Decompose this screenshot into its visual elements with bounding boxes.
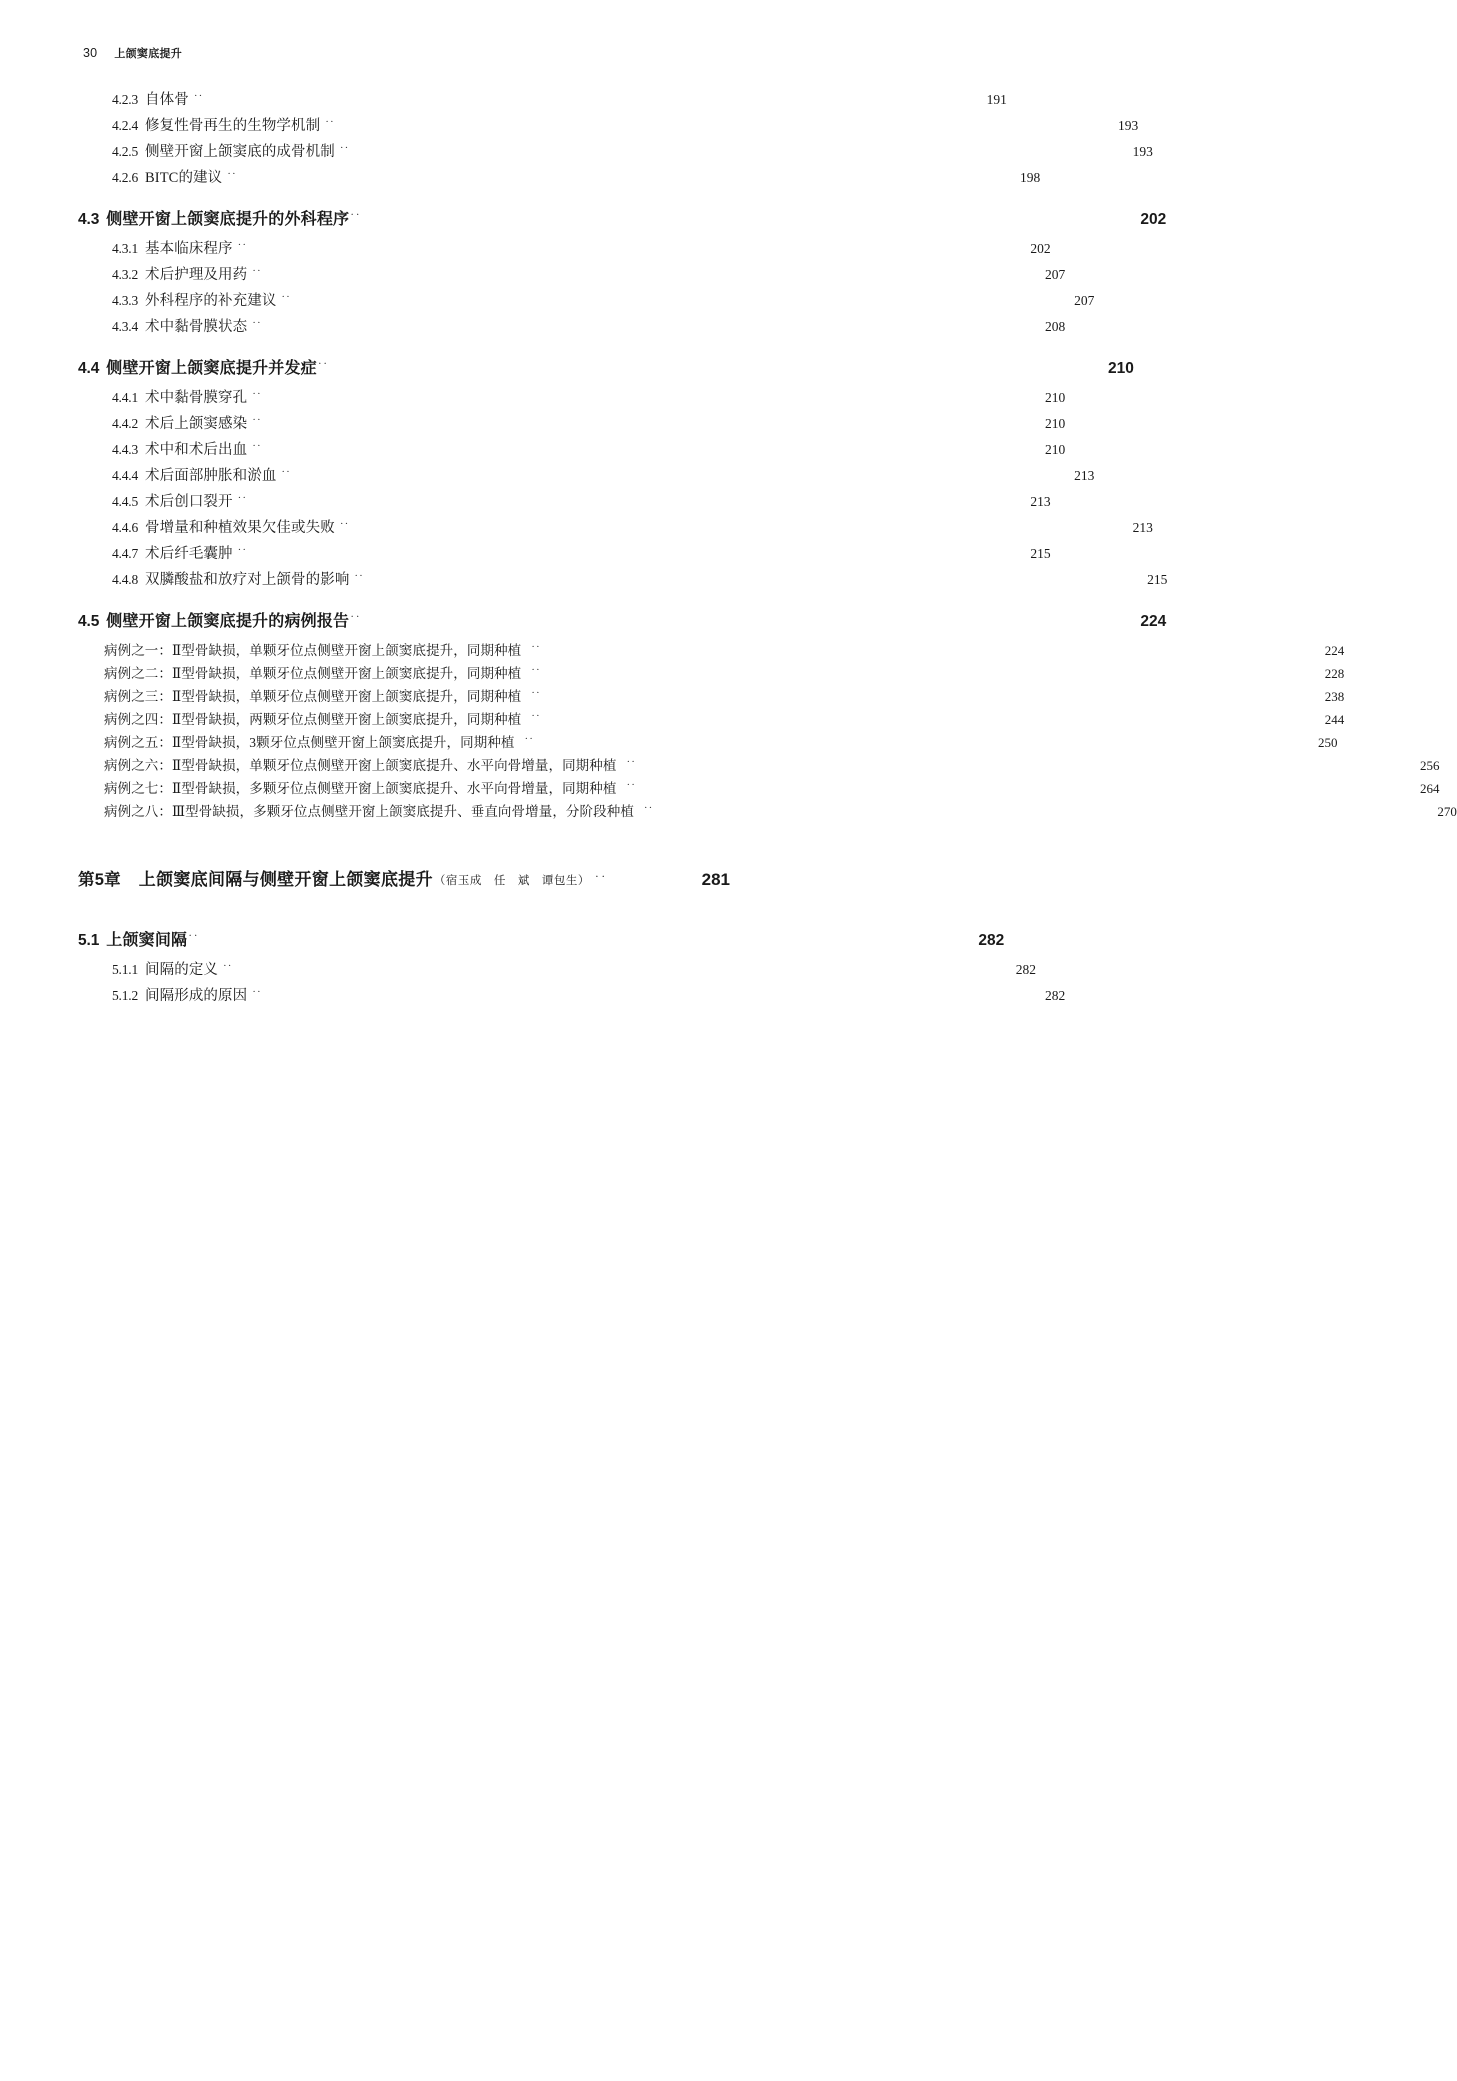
- toc-case-page: 238: [1324, 689, 1345, 704]
- toc-entry-number: 5.1.1: [112, 962, 139, 977]
- toc-entry-number: 4.4.7: [112, 546, 139, 561]
- toc-section-number: 4.3: [78, 211, 100, 228]
- toc-entry-number: 4.2.3: [112, 92, 139, 107]
- toc-entry-label: 术后上颌窦感染: [145, 416, 248, 432]
- table-of-contents: [0, 88, 1457, 1010]
- toc-entry-label: 间隔的定义: [145, 962, 219, 978]
- dot-leader: [238, 239, 248, 254]
- toc-entry-number: 4.2.4: [112, 118, 139, 133]
- toc-entry-page: 193: [1132, 144, 1153, 159]
- toc-case-label: 病例之六：Ⅱ型骨缺损，单颗牙位点侧壁开窗上颌窦底提升、水平向骨增量，同期种植: [104, 758, 617, 773]
- dot-leader: [531, 711, 541, 725]
- toc-case-label: 病例之八：Ⅲ型骨缺损，多颗牙位点侧壁开窗上颌窦底提升、垂直向骨增量，分阶段种植: [104, 804, 634, 819]
- toc-case-page: 270: [1437, 804, 1457, 819]
- toc-section-number: 4.5: [78, 613, 100, 630]
- toc-entry[interactable]: [0, 490, 1051, 516]
- toc-section-label: 上颌窦间隔: [106, 932, 188, 949]
- toc-entry[interactable]: [0, 114, 1139, 140]
- toc-entry-number: 4.4.4: [112, 468, 139, 483]
- toc-case-label: 病例之一：Ⅱ型骨缺损，单颗牙位点侧壁开窗上颌窦底提升，同期种植: [104, 643, 522, 658]
- dot-leader: [252, 440, 262, 455]
- dot-leader: [325, 116, 335, 131]
- toc-entry[interactable]: [0, 958, 1037, 984]
- toc-entry-label: 术中黏骨膜穿孔: [145, 390, 248, 406]
- toc-entry[interactable]: [0, 166, 1041, 192]
- toc-entry-label: 术后面部肿胀和淤血: [145, 468, 277, 484]
- dot-leader: [626, 757, 636, 771]
- dot-leader: [223, 960, 233, 975]
- toc-section-heading[interactable]: [0, 206, 1167, 237]
- toc-section-label: 侧壁开窗上颌窦底提升的病例报告: [106, 613, 350, 630]
- toc-entry-number: 4.2.5: [112, 144, 139, 159]
- dot-leader: [252, 388, 262, 403]
- toc-case-page: 250: [1318, 735, 1338, 750]
- dot-leader: [644, 803, 654, 817]
- toc-case-page: 264: [1419, 781, 1440, 796]
- toc-case-page: 228: [1324, 666, 1345, 681]
- dot-leader: [354, 570, 364, 585]
- toc-entry-label: 外科程序的补充建议: [145, 293, 277, 309]
- toc-entry-page: 207: [1044, 267, 1066, 282]
- toc-entry-page: 210: [1044, 416, 1066, 431]
- toc-entry-page: 202: [1030, 241, 1051, 256]
- toc-entry-label: 基本临床程序: [145, 241, 233, 257]
- chapter-page: 281: [701, 870, 730, 889]
- toc-entry-number: 4.3.4: [112, 319, 139, 334]
- toc-case-label: 病例之七：Ⅱ型骨缺损，多颗牙位点侧壁开窗上颌窦底提升、水平向骨增量，同期种植: [104, 781, 617, 796]
- toc-entry[interactable]: [0, 412, 1066, 438]
- dot-leader: [318, 357, 328, 373]
- dot-leader: [252, 986, 262, 1001]
- dot-leader: [626, 780, 636, 794]
- toc-entry-number: 4.2.6: [112, 170, 139, 185]
- toc-section-page: 282: [978, 932, 1005, 949]
- toc-entry[interactable]: [0, 516, 1153, 542]
- toc-case-label: 病例之三：Ⅱ型骨缺损，单颗牙位点侧壁开窗上颌窦底提升，同期种植: [104, 689, 522, 704]
- toc-case-page: 244: [1324, 712, 1345, 727]
- dot-leader: [531, 665, 541, 679]
- dot-leader: [238, 492, 248, 507]
- toc-entry-page: 213: [1132, 520, 1153, 535]
- toc-case-label: 病例之二：Ⅱ型骨缺损，单颗牙位点侧壁开窗上颌窦底提升，同期种植: [104, 666, 522, 681]
- toc-entry[interactable]: [0, 438, 1066, 464]
- toc-entry-page: 282: [1015, 962, 1037, 977]
- toc-entry-number: 4.4.5: [112, 494, 139, 509]
- toc-entry-number: 4.4.2: [112, 416, 139, 431]
- toc-section-heading[interactable]: [0, 608, 1167, 639]
- toc-entry-number: 4.4.6: [112, 520, 139, 535]
- book-title: 上颌窦底提升: [114, 48, 183, 60]
- toc-section-label: 侧壁开窗上颌窦底提升的外科程序: [106, 211, 350, 228]
- dot-leader: [281, 291, 291, 306]
- toc-entry[interactable]: [0, 542, 1051, 568]
- dot-leader: [340, 518, 350, 533]
- dot-leader: [350, 208, 360, 224]
- toc-entry-page: 213: [1074, 468, 1095, 483]
- toc-entry-label: 侧壁开窗上颌窦底的成骨机制: [145, 144, 335, 160]
- toc-entry-label: 骨增量和种植效果欠佳或失败: [145, 520, 335, 536]
- toc-entry[interactable]: [0, 237, 1051, 263]
- toc-entry-label: 术后纤毛囊肿: [145, 546, 233, 562]
- toc-entry-number: 4.3.1: [112, 241, 139, 256]
- toc-section-number: 5.1: [78, 932, 100, 949]
- toc-entry-page: 193: [1117, 118, 1139, 133]
- toc-section-page: 224: [1140, 613, 1167, 630]
- toc-entry-label: 自体骨: [145, 92, 189, 108]
- toc-entry[interactable]: [0, 88, 1007, 114]
- toc-entry-page: 191: [986, 92, 1007, 107]
- dot-leader: [227, 168, 237, 183]
- dot-leader: [531, 642, 541, 656]
- page-folio: 30: [83, 46, 98, 60]
- chapter-authors: （宿玉成 任 斌 谭包生）: [433, 875, 590, 887]
- dot-leader: [194, 90, 204, 105]
- toc-entry[interactable]: [0, 568, 1168, 594]
- dot-leader: [595, 869, 605, 885]
- dot-leader: [531, 688, 541, 702]
- toc-section-heading[interactable]: [0, 927, 1005, 958]
- dot-leader: [188, 929, 198, 945]
- dot-leader: [350, 610, 360, 626]
- toc-entry[interactable]: [0, 464, 1095, 490]
- toc-entry-label: BITC的建议: [145, 170, 223, 186]
- toc-entry-page: 215: [1030, 546, 1051, 561]
- dot-leader: [525, 734, 535, 748]
- chapter-title: 上颌窦底间隔与侧壁开窗上颌窦底提升: [138, 870, 433, 889]
- toc-entry-number: 4.3.2: [112, 267, 139, 282]
- toc-section-heading[interactable]: [0, 355, 1134, 386]
- dot-leader: [340, 142, 350, 157]
- toc-entry-page: 208: [1044, 319, 1066, 334]
- toc-entry-label: 术中和术后出血: [145, 442, 248, 458]
- toc-section-number: 4.4: [78, 360, 100, 377]
- toc-entry-number: 4.4.1: [112, 390, 139, 405]
- toc-entry-label: 术后创口裂开: [145, 494, 233, 510]
- toc-entry-label: 间隔形成的原因: [145, 988, 248, 1004]
- toc-section-label: 侧壁开窗上颌窦底提升并发症: [106, 360, 317, 377]
- dot-leader: [252, 265, 262, 280]
- dot-leader: [252, 317, 262, 332]
- dot-leader: [252, 414, 262, 429]
- toc-entry[interactable]: [0, 263, 1066, 289]
- toc-entry[interactable]: [0, 386, 1066, 412]
- toc-entry-page: 198: [1020, 170, 1041, 185]
- toc-section-page: 202: [1140, 211, 1167, 228]
- chapter-number: 第5章: [78, 871, 121, 889]
- toc-case-page: 224: [1324, 643, 1345, 658]
- toc-entry-number: 4.3.3: [112, 293, 139, 308]
- toc-entry-page: 282: [1044, 988, 1066, 1003]
- toc-entry[interactable]: [0, 315, 1066, 341]
- toc-case-label: 病例之四：Ⅱ型骨缺损，两颗牙位点侧壁开窗上颌窦底提升，同期种植: [104, 712, 522, 727]
- toc-entry[interactable]: [0, 289, 1095, 315]
- toc-entry[interactable]: [0, 984, 1066, 1010]
- toc-entry-page: 210: [1044, 442, 1066, 457]
- toc-entry-number: 5.1.2: [112, 988, 139, 1003]
- toc-entry-label: 术后护理及用药: [145, 267, 248, 283]
- toc-section-page: 210: [1107, 360, 1134, 377]
- toc-entry-page: 207: [1074, 293, 1095, 308]
- toc-entry-label: 双膦酸盐和放疗对上颌骨的影响: [145, 572, 350, 588]
- toc-entry[interactable]: [0, 140, 1153, 166]
- toc-entry-number: 4.4.3: [112, 442, 139, 457]
- toc-entry-page: 215: [1147, 572, 1168, 587]
- toc-entry-label: 术中黏骨膜状态: [145, 319, 248, 335]
- toc-case-page: 256: [1419, 758, 1440, 773]
- dot-leader: [281, 466, 291, 481]
- dot-leader: [238, 544, 248, 559]
- toc-entry-label: 修复性骨再生的生物学机制: [145, 118, 321, 134]
- toc-entry-page: 213: [1030, 494, 1051, 509]
- running-header: [83, 45, 182, 61]
- toc-case-label: 病例之五：Ⅱ型骨缺损，3颗牙位点侧壁开窗上颌窦底提升，同期种植: [104, 735, 515, 750]
- toc-entry-page: 210: [1044, 390, 1066, 405]
- toc-entry-number: 4.4.8: [112, 572, 139, 587]
